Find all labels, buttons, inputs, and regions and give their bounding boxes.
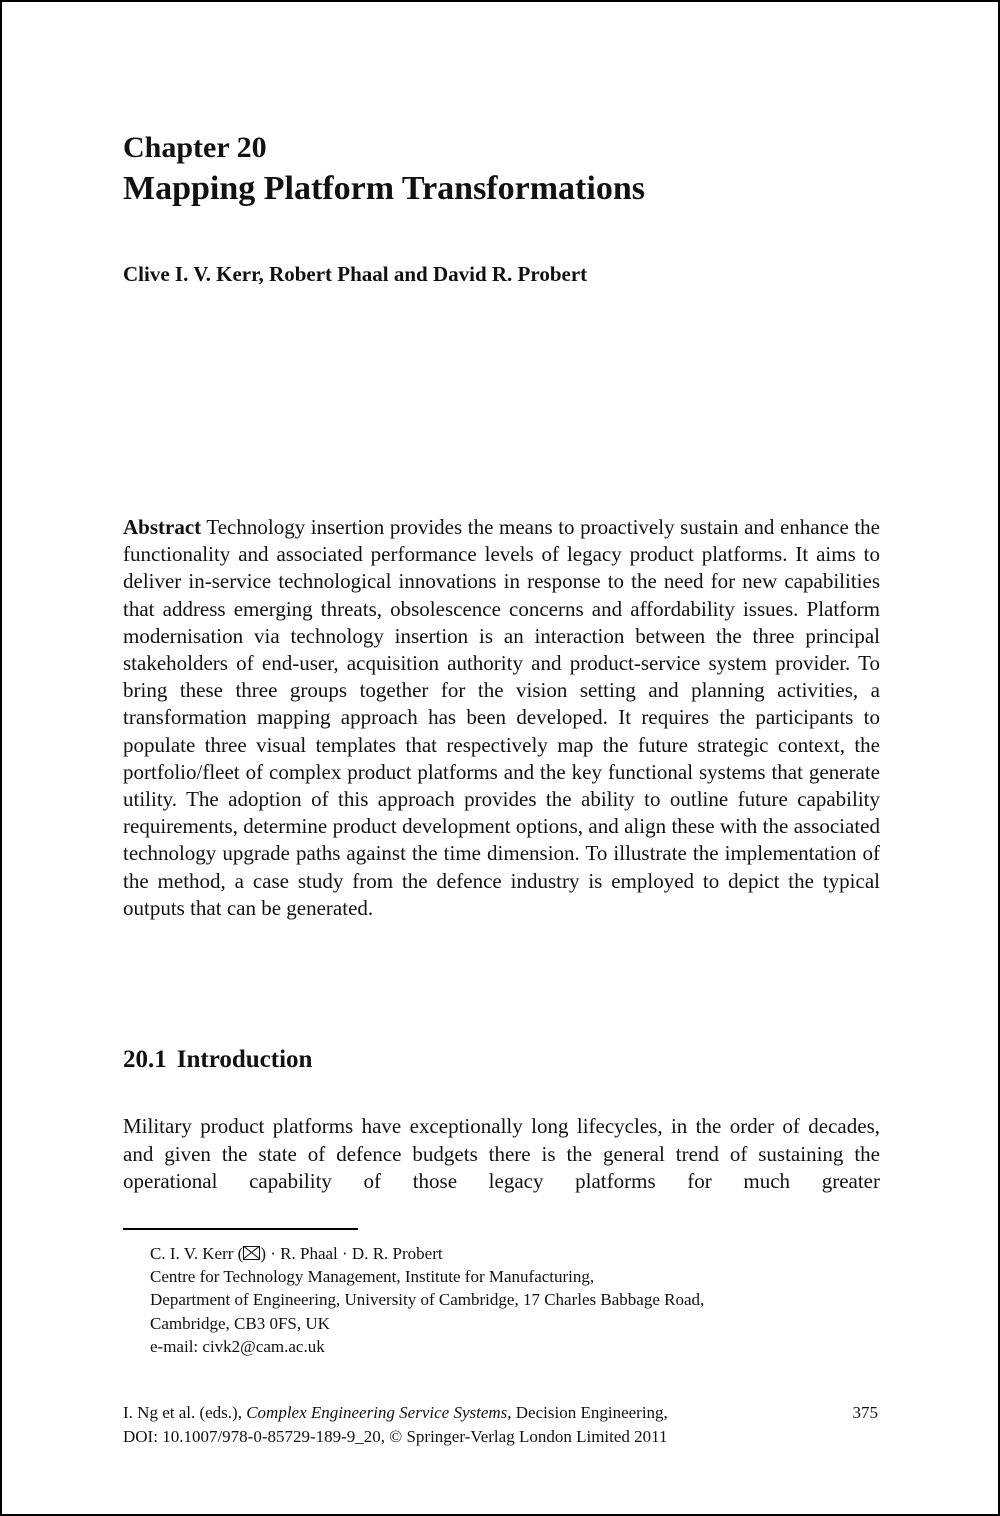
envelope-icon — [243, 1246, 260, 1260]
abstract-label: Abstract — [123, 515, 202, 539]
email-line: e-mail: civk2@cam.ac.uk — [150, 1336, 325, 1356]
citation-series: , Decision Engineering, — [507, 1403, 668, 1422]
citation-block — [123, 1401, 823, 1448]
affiliation-line: Department of Engineering, University of Cambridge, 17 Charles Babbage Road, — [150, 1290, 705, 1310]
citation-editors: I. Ng et al. (eds.), — [123, 1403, 247, 1422]
abstract-text: Technology insertion provides the means to proactively sustain and enhance the functionality and associated performance levels of legacy product platforms. It aims to deliver in-service technological innovations in response to the need for new capabilities that address emerging threats, obsolescence concerns and affordability issues. Platform modernisation via technology insertion is an interaction between the three principal stakeholders of end-user, acquisition authority and product-service system provider. To bring these three groups together for the vision setting and planning activities, a transformation mapping approach has been developed. It requires the participants to populate three visual templates that respectively map the future strategic context, the portfolio/fleet of complex product platforms and the key functional systems that generate utility. The adoption of this approach provides the ability to outline future capability requirements, determine product development options, and align these with the associated technology upgrade paths against the time dimension. To illustrate the implementation of the method, a case study from the defence industry is employed to depict the typical outputs that can be generated. — [123, 515, 880, 920]
footnote-names-start: C. I. V. Kerr ( — [150, 1244, 244, 1263]
footnote-names-line — [150, 1242, 850, 1265]
citation-doi-line: DOI: 10.1007/978-0-85729-189-9_20, © Springer-Verlag London Limited 2011 — [123, 1426, 668, 1446]
page-number: 375 — [852, 1403, 878, 1422]
chapter-title: Mapping Platform Transformations — [123, 170, 645, 207]
section-title: Introduction — [176, 1046, 313, 1073]
author-affiliation-footnote — [150, 1242, 850, 1358]
section-number: 20.1 — [123, 1046, 167, 1073]
introduction-paragraph: Military product platforms have exceptionally long lifecycles, in the order of decades, and given the state of defence budgets there is the general trend of sustaining the operational capability of those legacy platforms for much greater — [123, 1114, 880, 1193]
abstract-paragraph — [123, 514, 880, 922]
citation-line — [123, 1401, 823, 1425]
citation-book-title: Complex Engineering Service Systems — [246, 1403, 508, 1422]
chapter-label: Chapter 20 — [123, 131, 267, 164]
affiliation-line: Centre for Technology Management, Institute for Manufacturing, — [150, 1267, 595, 1287]
footnote-divider — [123, 1228, 358, 1230]
author-list: Clive I. V. Kerr, Robert Phaal and David R. Probert — [123, 262, 588, 286]
affiliation-line: Cambridge, CB3 0FS, UK — [150, 1313, 330, 1333]
footnote-names-end: ) · R. Phaal · D. R. Probert — [260, 1244, 443, 1263]
section-heading — [123, 1044, 312, 1076]
